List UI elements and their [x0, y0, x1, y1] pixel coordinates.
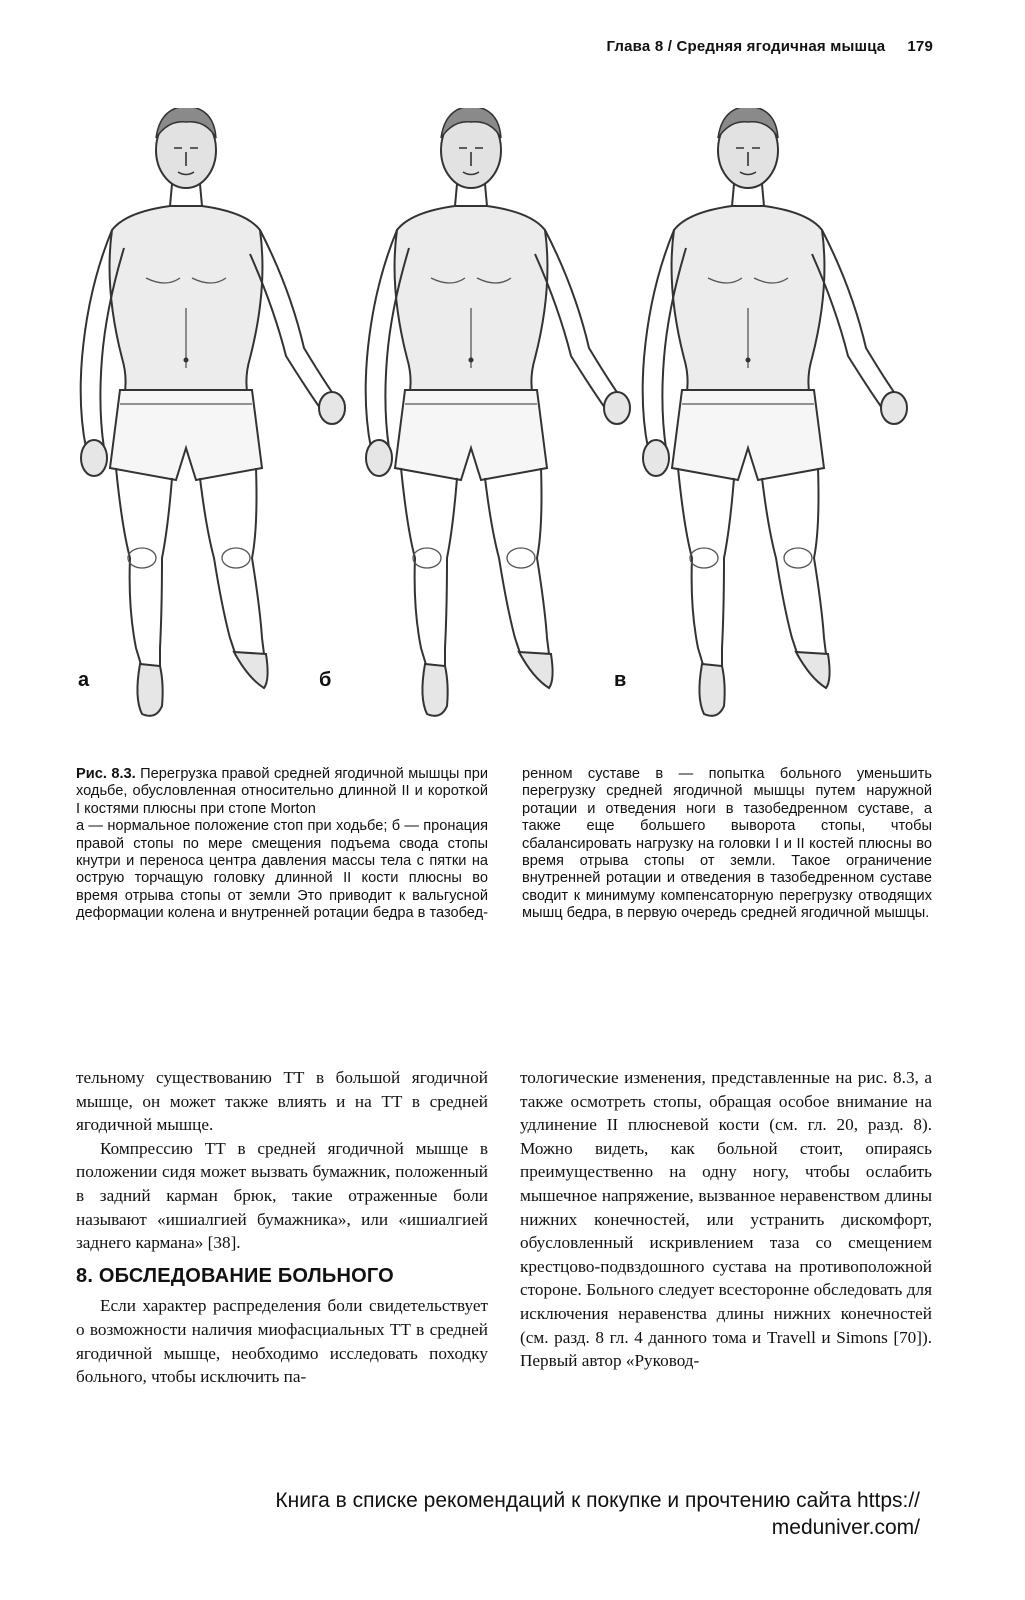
- running-title: Глава 8 / Средняя ягодичная мышца: [606, 38, 886, 55]
- body-column-left: [76, 1066, 488, 1389]
- watermark-text: [150, 1487, 920, 1541]
- figure-panel-b: [319, 108, 630, 716]
- caption-intro: [76, 766, 488, 818]
- figure-walking-men: [76, 108, 946, 738]
- figure-panel-c: [614, 108, 907, 716]
- figure-caption-right: [522, 766, 932, 923]
- panel-label-a: а: [78, 669, 90, 691]
- body-paragraph: тельному существованию ТТ в большой ягодичной мышце, он может также влиять и на ТТ в средней ягодичной мышце.: [76, 1068, 488, 1135]
- caption-label: Рис. 8.3.: [76, 766, 136, 782]
- body-column-right: [520, 1066, 932, 1373]
- running-header: [606, 38, 933, 55]
- body-paragraph: Если характер распределения боли свидетельствует о возможности наличия миофасциальных ТТ в средней ягодичной мышце, необходимо исследовать походку больного, чтобы исключить па-: [76, 1296, 488, 1387]
- panel-label-c: в: [614, 669, 627, 691]
- caption-right-body: ренном суставе в — попытка больного уменьшить перегрузку средней ягодичной мышцы путем наружной ротации и отведения ноги в тазобедренном суставе, а также еще большего выворота стопы, чтобы сбалансировать нагрузку на головки I и II костей плюсны во время отрыва стопы от земли. Такое ограничение внутренней ротации и отведения в тазобедренном суставе сводит к минимуму компенсаторную перегрузку отводящих мышц бедра, в первую очередь средней ягодичной мышцы.: [522, 766, 932, 922]
- watermark-line-1: Книга в списке рекомендаций к покупке и прочтению сайта https://: [275, 1489, 920, 1512]
- watermark-line-2: meduniver.com/: [771, 1516, 920, 1539]
- body-paragraph: Компрессию ТТ в средней ягодичной мышце в положении сидя может вызвать бумажник, положенный в задний карман брюк, такие отраженные боли называют «ишиалгией бумажника», или «ишиалгией заднего кармана» [38].: [76, 1138, 488, 1253]
- figure-illustration: [76, 108, 946, 738]
- section-heading: 8. ОБСЛЕДОВАНИЕ БОЛЬНОГО: [76, 1264, 394, 1287]
- figure-panel-a: [78, 108, 345, 716]
- page-number: 179: [907, 38, 933, 55]
- figure-caption-left: [76, 766, 488, 923]
- panel-label-b: б: [319, 669, 332, 691]
- caption-intro-text: Перегрузка правой средней ягодичной мышцы при ходьбе, обусловленная относительно длинной II и короткой I костями плюсны при стопе Morton: [76, 766, 488, 817]
- body-paragraph: тологические изменения, представленные на рис. 8.3, а также осмотреть стопы, обращая особое внимание на удлинение II плюсневой кости (см. гл. 20, разд. 8). Можно видеть, как больной стоит, опираясь преимущественно на одну ногу, чтобы ослабить мышечное напряжение, вызванное неравенством длины нижних конечностей, или устранить дискомфорт, обусловленный искривлением таза со смещением крестцово-подвздошного сустава на противоположной стороне. Больного следует всесторонне обследовать для исключения неравенства длины нижних конечностей (см. разд. 8 гл. 4 данного тома и Travell и Simons [70]). Первый автор «Руковод-: [520, 1068, 932, 1371]
- caption-left-body: а — нормальное положение стоп при ходьбе; б — пронация правой стопы по мере смещения подъема свода стопы кнутри и переноса центра давления массы тела с пятки на острую торчащую головку длинной II кости плюсны во время отрыва стопы от земли Это приводит к вальгусной деформации колена и внутренней ротации бедра в тазобед-: [76, 818, 488, 922]
